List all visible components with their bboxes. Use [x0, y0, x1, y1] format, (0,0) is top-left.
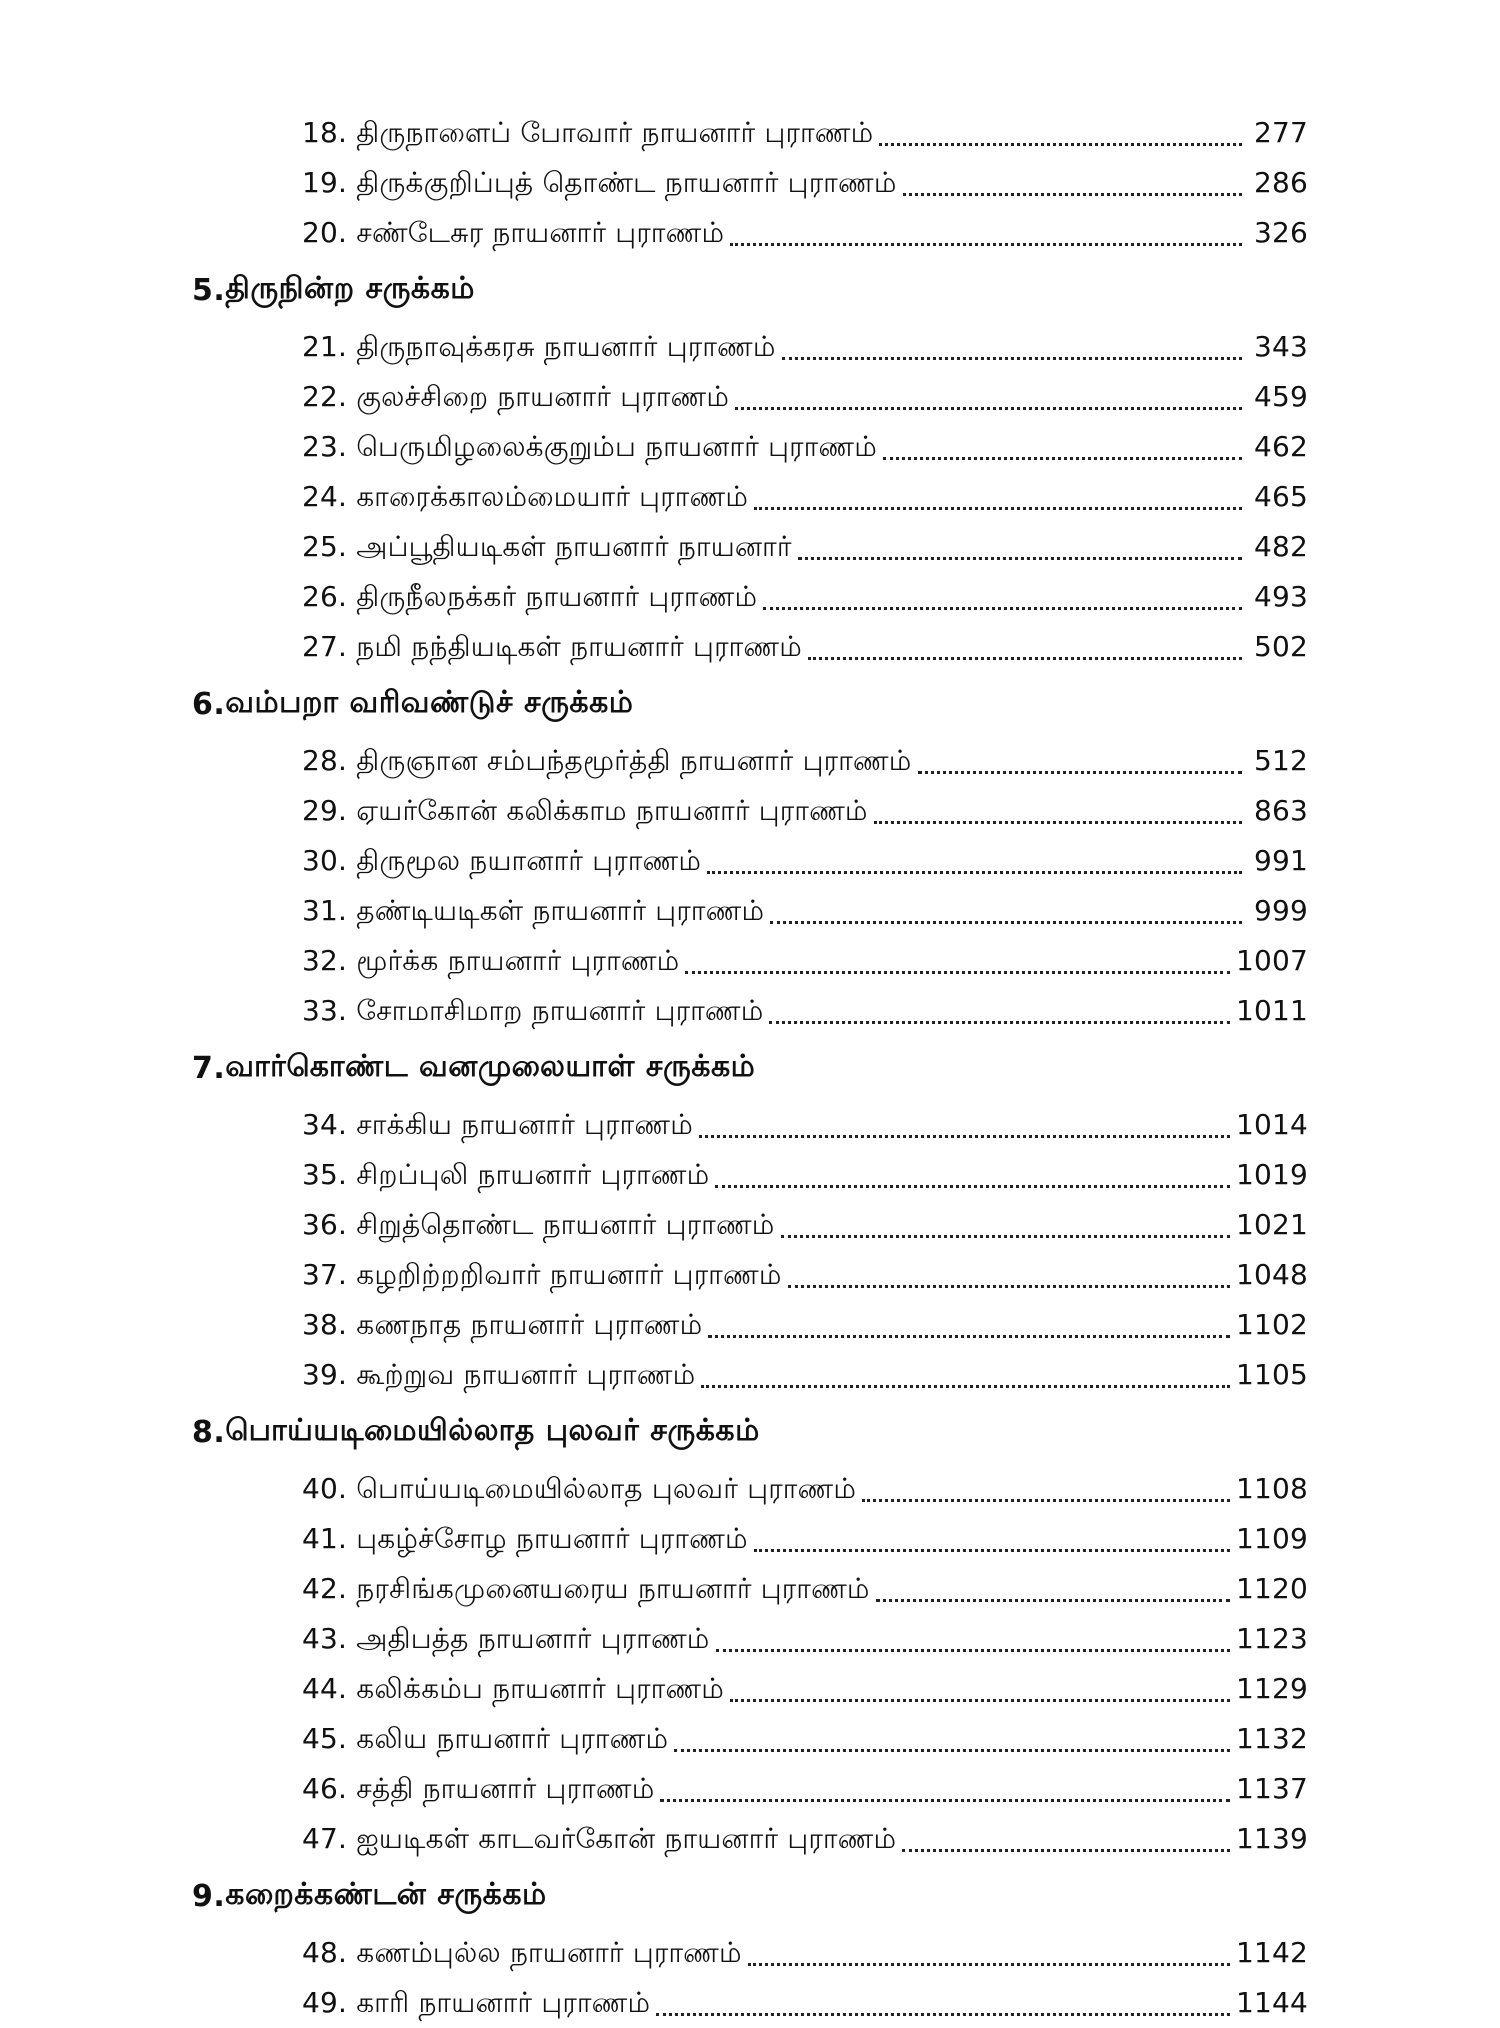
entry-page-number: 326	[1253, 216, 1308, 249]
dot-leader	[660, 1799, 1230, 1802]
toc-entry	[302, 1250, 1308, 1300]
dot-leader	[918, 771, 1243, 774]
entry-title: சத்தி நாயனார் புராணம்	[356, 1772, 655, 1805]
toc-entry	[302, 1300, 1308, 1350]
toc-entry	[302, 986, 1308, 1036]
section-heading	[192, 1400, 1500, 1464]
dot-leader	[763, 607, 1242, 610]
dot-leader	[754, 507, 1242, 510]
entry-number: 25.	[302, 530, 348, 563]
toc-entry	[302, 1464, 1308, 1514]
toc-entry	[302, 108, 1308, 158]
dot-leader	[656, 2013, 1230, 2016]
entry-page-number: 1108	[1235, 1472, 1308, 1505]
entry-title: சண்டேசுர நாயனார் புராணம்	[356, 216, 725, 249]
toc-entry	[302, 1978, 1308, 2028]
entry-page-number: 459	[1253, 380, 1308, 413]
toc-entry	[302, 786, 1308, 836]
entry-number: 40.	[302, 1472, 348, 1505]
entry-title: புகழ்ச்சோழ நாயனார் புராணம்	[356, 1522, 748, 1555]
toc-entry	[302, 1200, 1308, 1250]
dot-leader	[798, 557, 1242, 560]
dot-leader	[674, 1749, 1230, 1752]
entry-page-number: 1137	[1235, 1772, 1308, 1805]
toc-entry	[302, 1514, 1308, 1564]
entry-page-number: 502	[1253, 630, 1308, 663]
entry-title: சிறுத்தொண்ட நாயனார் புராணம்	[356, 1208, 775, 1241]
entry-page-number: 1123	[1235, 1622, 1308, 1655]
entry-title: கலிய நாயனார் புராணம்	[356, 1722, 669, 1755]
entry-title: சாக்கிய நாயனார் புராணம்	[356, 1108, 693, 1141]
toc-entry	[302, 1714, 1308, 1764]
entry-title: நரசிங்கமுனையரைய நாயனார் புராணம்	[356, 1572, 870, 1605]
toc-entry	[302, 1100, 1308, 1150]
entry-title: திருநாளைப் போவார் நாயனார் புராணம்	[356, 116, 874, 149]
toc-entry	[302, 936, 1308, 986]
entry-number: 35.	[302, 1158, 348, 1191]
section-number: 7.	[192, 1050, 226, 1086]
entry-number: 22.	[302, 380, 348, 413]
entry-title: திருநாவுக்கரசு நாயனார் புராணம்	[356, 330, 776, 363]
entry-page-number: 286	[1253, 166, 1308, 199]
entry-page-number: 1007	[1235, 944, 1308, 977]
entry-page-number: 1102	[1235, 1308, 1308, 1341]
toc-entry	[302, 572, 1308, 622]
entry-number: 24.	[302, 480, 348, 513]
toc-entry	[302, 522, 1308, 572]
entry-number: 32.	[302, 944, 348, 977]
dot-leader	[754, 1549, 1230, 1552]
entry-title: கலிக்கம்ப நாயனார் புராணம்	[356, 1672, 724, 1705]
entry-page-number: 1021	[1235, 1208, 1308, 1241]
section-heading	[192, 1036, 1500, 1100]
entry-page-number: 482	[1253, 530, 1308, 563]
entry-number: 19.	[302, 166, 348, 199]
entry-page-number: 1109	[1235, 1522, 1308, 1555]
entry-number: 48.	[302, 1936, 348, 1969]
entry-title: குலச்சிறை நாயனார் புராணம்	[356, 380, 730, 413]
section-number: 8.	[192, 1414, 226, 1450]
dot-leader	[874, 821, 1242, 824]
dot-leader	[770, 921, 1242, 924]
entry-title: கூற்றுவ நாயனார் புராணம்	[356, 1358, 696, 1391]
section-number: 6.	[192, 686, 226, 722]
entry-page-number: 465	[1253, 480, 1308, 513]
section-title: வம்பறா வரிவண்டுச் சருக்கம்	[225, 684, 634, 720]
entry-number: 46.	[302, 1772, 348, 1805]
entry-page-number: 863	[1253, 794, 1308, 827]
entry-page-number: 1142	[1235, 1936, 1308, 1969]
dot-leader	[879, 143, 1242, 146]
entry-page-number: 1132	[1235, 1722, 1308, 1755]
entry-title: கணம்புல்ல நாயனார் புராணம்	[356, 1936, 742, 1969]
toc-entry	[302, 372, 1308, 422]
dot-leader	[730, 243, 1242, 246]
entry-number: 18.	[302, 116, 348, 149]
entry-title: சிறப்புலி நாயனார் புராணம்	[356, 1158, 710, 1191]
toc-entry	[302, 1564, 1308, 1614]
dot-leader	[769, 1021, 1229, 1024]
entry-title: திருஞான சம்பந்தமூர்த்தி நாயனார் புராணம்	[356, 744, 912, 777]
entry-title: ஏயர்கோன் கலிக்காம நாயனார் புராணம்	[356, 794, 868, 827]
section-heading	[192, 1864, 1500, 1928]
dot-leader	[748, 1963, 1230, 1966]
entry-number: 26.	[302, 580, 348, 613]
entry-page-number: 1105	[1235, 1358, 1308, 1391]
entry-title: திருநீலநக்கர் நாயனார் புராணம்	[356, 580, 758, 613]
entry-number: 30.	[302, 844, 348, 877]
toc-entry	[302, 1350, 1308, 1400]
entry-number: 44.	[302, 1672, 348, 1705]
entry-page-number: 991	[1253, 844, 1308, 877]
entry-number: 43.	[302, 1622, 348, 1655]
entry-page-number: 277	[1253, 116, 1308, 149]
section-title: பொய்யடிமையில்லாத புலவர் சருக்கம்	[225, 1412, 760, 1448]
entry-page-number: 999	[1253, 894, 1308, 927]
entry-page-number: 1048	[1235, 1258, 1308, 1291]
dot-leader	[808, 657, 1242, 660]
toc-entry	[302, 1150, 1308, 1200]
entry-number: 39.	[302, 1358, 348, 1391]
entry-number: 20.	[302, 216, 348, 249]
entry-number: 34.	[302, 1108, 348, 1141]
entry-number: 36.	[302, 1208, 348, 1241]
entry-number: 21.	[302, 330, 348, 363]
entry-number: 42.	[302, 1572, 348, 1605]
toc-entry	[302, 1764, 1308, 1814]
entry-title: பெருமிழலைக்குறும்ப நாயனார் புராணம்	[356, 430, 877, 463]
entry-page-number: 512	[1253, 744, 1308, 777]
dot-leader	[730, 1699, 1230, 1702]
entry-number: 38.	[302, 1308, 348, 1341]
entry-page-number: 1129	[1235, 1672, 1308, 1705]
toc-entry	[302, 1664, 1308, 1714]
toc-entry	[302, 1614, 1308, 1664]
dot-leader	[781, 1235, 1230, 1238]
toc-entry	[302, 158, 1308, 208]
toc-entry	[302, 1814, 1308, 1864]
entry-number: 37.	[302, 1258, 348, 1291]
dot-leader	[876, 1599, 1230, 1602]
toc-entry	[302, 422, 1308, 472]
toc-entry	[302, 622, 1308, 672]
dot-leader	[716, 1649, 1230, 1652]
entry-title: ஐயடிகள் காடவர்கோன் நாயனார் புராணம்	[356, 1822, 897, 1855]
entry-title: திருக்குறிப்புத் தொண்ட நாயனார் புராணம்	[356, 166, 897, 199]
dot-leader	[699, 1135, 1230, 1138]
dot-leader	[862, 1499, 1230, 1502]
toc-entry	[302, 736, 1308, 786]
entry-number: 33.	[302, 994, 348, 1027]
entry-page-number: 1144	[1235, 1986, 1308, 2019]
dot-leader	[707, 871, 1242, 874]
entry-title: காரி நாயனார் புராணம்	[356, 1986, 651, 2019]
section-title: வார்கொண்ட வனமுலையாள் சருக்கம்	[225, 1048, 756, 1084]
dot-leader	[701, 1385, 1230, 1388]
table-of-contents	[0, 108, 1500, 2028]
toc-entry	[302, 836, 1308, 886]
entry-page-number: 1014	[1235, 1108, 1308, 1141]
toc-entry	[302, 886, 1308, 936]
entry-number: 28.	[302, 744, 348, 777]
toc-entry	[302, 322, 1308, 372]
entry-title: மூர்க்க நாயனார் புராணம்	[356, 944, 680, 977]
toc-entry	[302, 1928, 1308, 1978]
entry-title: திருமூல நயானார் புராணம்	[356, 844, 702, 877]
entry-title: நமி நந்தியடிகள் நாயனார் புராணம்	[356, 630, 802, 663]
section-heading	[192, 258, 1500, 322]
section-title: திருநின்ற சருக்கம்	[225, 270, 475, 306]
entry-number: 41.	[302, 1522, 348, 1555]
dot-leader	[685, 971, 1230, 974]
entry-number: 29.	[302, 794, 348, 827]
dot-leader	[782, 357, 1242, 360]
entry-number: 47.	[302, 1822, 348, 1855]
entry-number: 49.	[302, 1986, 348, 2019]
entry-title: கணநாத நாயனார் புராணம்	[356, 1308, 703, 1341]
section-title: கறைக்கண்டன் சருக்கம்	[225, 1876, 547, 1912]
dot-leader	[902, 1849, 1230, 1852]
section-number: 9.	[192, 1878, 226, 1914]
dot-leader	[883, 457, 1242, 460]
toc-entry	[302, 208, 1308, 258]
dot-leader	[708, 1335, 1230, 1338]
dot-leader	[903, 193, 1242, 196]
entry-title: தண்டியடிகள் நாயனார் புராணம்	[356, 894, 765, 927]
entry-page-number: 462	[1253, 430, 1308, 463]
entry-number: 31.	[302, 894, 348, 927]
entry-title: கழறிற்றறிவார் நாயனார் புராணம்	[356, 1258, 782, 1291]
entry-page-number: 493	[1253, 580, 1308, 613]
toc-entry	[302, 472, 1308, 522]
section-heading	[192, 672, 1500, 736]
section-number: 5.	[192, 272, 226, 308]
entry-number: 23.	[302, 430, 348, 463]
entry-title: சோமாசிமாற நாயனார் புராணம்	[356, 994, 764, 1027]
dot-leader	[788, 1285, 1230, 1288]
dot-leader	[735, 407, 1242, 410]
entry-page-number: 1139	[1235, 1822, 1308, 1855]
dot-leader	[715, 1185, 1230, 1188]
entry-number: 27.	[302, 630, 348, 663]
entry-title: அதிபத்த நாயனார் புராணம்	[356, 1622, 710, 1655]
entry-page-number: 343	[1253, 330, 1308, 363]
entry-title: காரைக்காலம்மையார் புராணம்	[356, 480, 749, 513]
entry-page-number: 1120	[1235, 1572, 1308, 1605]
entry-page-number: 1011	[1235, 994, 1308, 1027]
entry-title: அப்பூதியடிகள் நாயனார் நாயனார்	[356, 530, 792, 563]
entry-title: பொய்யடிமையில்லாத புலவர் புராணம்	[356, 1472, 857, 1505]
entry-number: 45.	[302, 1722, 348, 1755]
entry-page-number: 1019	[1235, 1158, 1308, 1191]
